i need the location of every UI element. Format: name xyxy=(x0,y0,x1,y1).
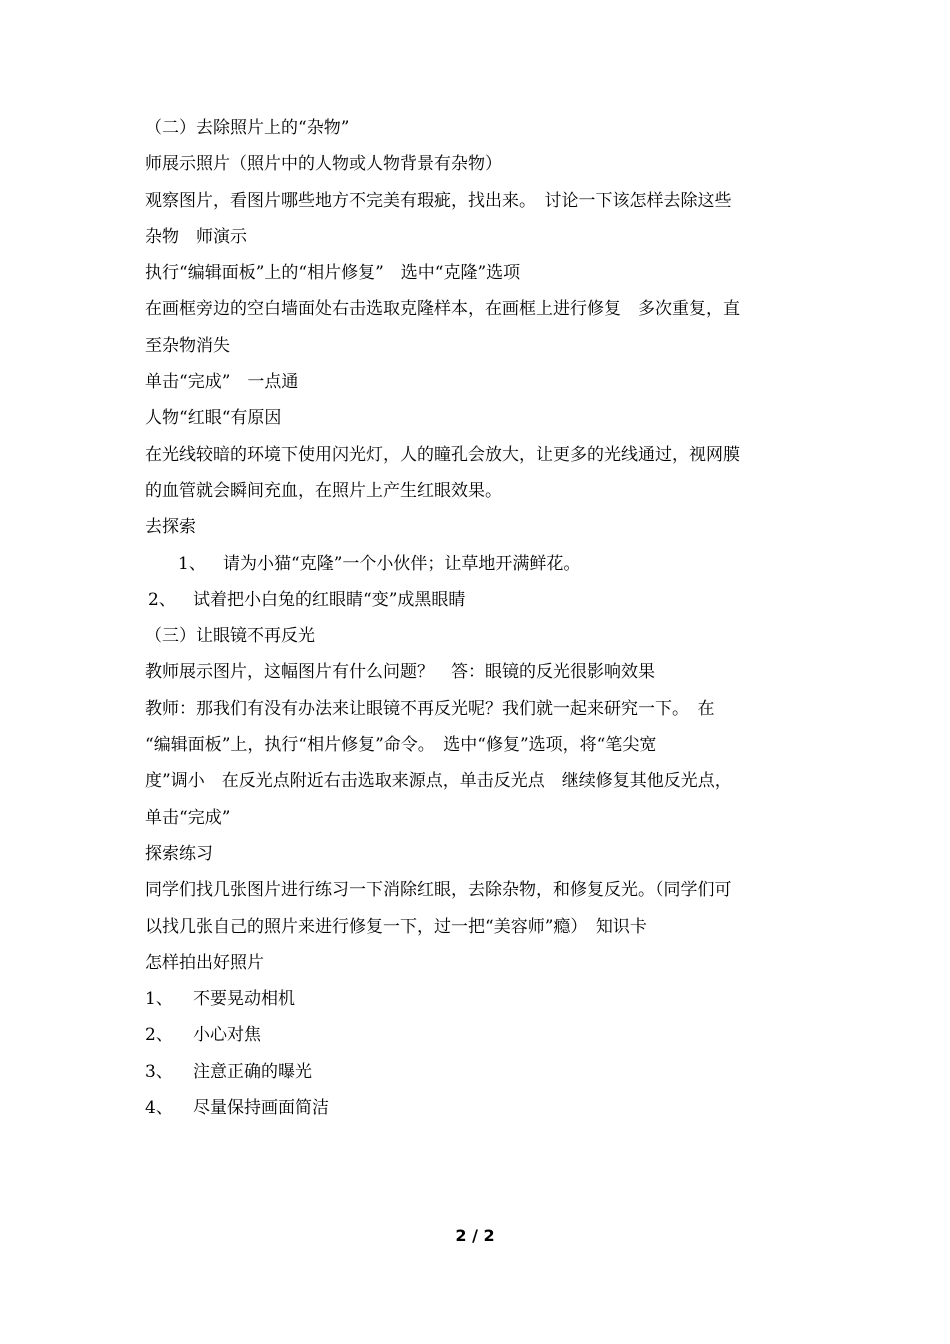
item-number: 3、 xyxy=(145,1061,173,1082)
paragraph-line: 教师：那我们有没有办法来让眼镜不再反光呢？我们就一起来研究一下。 在 xyxy=(145,698,715,719)
section-heading: （三）让眼镜不再反光 xyxy=(145,626,315,647)
paragraph-line: 教师展示图片，这幅图片有什么问题？ 答：眼镜的反光很影响效果 xyxy=(145,662,655,683)
item-text: 小心对焦 xyxy=(193,1025,261,1046)
item-text: 请为小猫“克隆”一个小伙伴；让草地开满鲜花。 xyxy=(223,553,581,574)
paragraph-line: 人物“红眼“有原因 xyxy=(145,408,282,429)
paragraph-line: 度”调小 在反光点附近右击选取来源点，单击反光点 继续修复其他反光点， xyxy=(145,771,732,792)
section-heading: （二）去除照片上的“杂物” xyxy=(145,118,350,138)
paragraph-line: 探索练习 xyxy=(145,843,213,864)
explore-item xyxy=(145,546,815,582)
paragraph-line: 的血管就会瞬间充血，在照片上产生红眼效果。 xyxy=(145,480,502,501)
paragraph-line: 以找几张自己的照片来进行修复一下，过一把“美容师”瘾） 知识卡 xyxy=(145,916,647,937)
tip-item xyxy=(145,981,815,1017)
paragraph-line: 怎样拍出好照片 xyxy=(145,952,264,973)
paragraph-line: 单击“完成” 一点通 xyxy=(145,372,299,393)
item-text: 尽量保持画面简洁 xyxy=(193,1098,329,1119)
item-text: 试着把小白兔的红眼睛“变”成黑眼睛 xyxy=(193,589,466,610)
paragraph-line: 同学们找几张图片进行练习一下消除红眼，去除杂物，和修复反光。（同学们可 xyxy=(145,880,732,901)
item-number: 1、 xyxy=(145,989,173,1010)
item-text: 注意正确的曝光 xyxy=(193,1061,312,1082)
page-number: 2 / 2 xyxy=(455,1226,495,1245)
item-number: 1、 xyxy=(178,553,206,574)
explore-item xyxy=(145,582,815,618)
paragraph-line: 至杂物消失 xyxy=(145,335,230,356)
item-text: 不要晃动相机 xyxy=(193,989,295,1010)
tip-item xyxy=(145,1017,815,1053)
paragraph-line: 师展示照片（照片中的人物或人物背景有杂物） xyxy=(145,154,502,175)
paragraph-line: 杂物 师演示 xyxy=(145,226,247,247)
item-number: 4、 xyxy=(145,1098,173,1119)
tip-item xyxy=(145,1090,815,1126)
paragraph-line: 观察图片，看图片哪些地方不完美有瑕疵，找出来。 讨论一下该怎样去除这些 xyxy=(145,190,732,211)
paragraph-line: “编辑面板”上，执行“相片修复”命令。 选中“修复”选项，将“笔尖宽 xyxy=(145,735,657,756)
paragraph-line: 去探索 xyxy=(145,517,196,538)
paragraph-line: 执行“编辑面板”上的“相片修复” 选中“克隆”选项 xyxy=(145,263,521,284)
paragraph-line: 在光线较暗的环境下使用闪光灯，人的瞳孔会放大，让更多的光线通过，视网膜 xyxy=(145,444,740,465)
item-number: 2、 xyxy=(145,1025,173,1046)
paragraph-line: 单击“完成” xyxy=(145,807,231,828)
item-number: 2、 xyxy=(148,589,176,610)
document-body xyxy=(145,110,815,1126)
tip-item xyxy=(145,1054,815,1090)
paragraph-line: 在画框旁边的空白墙面处右击选取克隆样本，在画框上进行修复 多次重复，直 xyxy=(145,299,740,320)
